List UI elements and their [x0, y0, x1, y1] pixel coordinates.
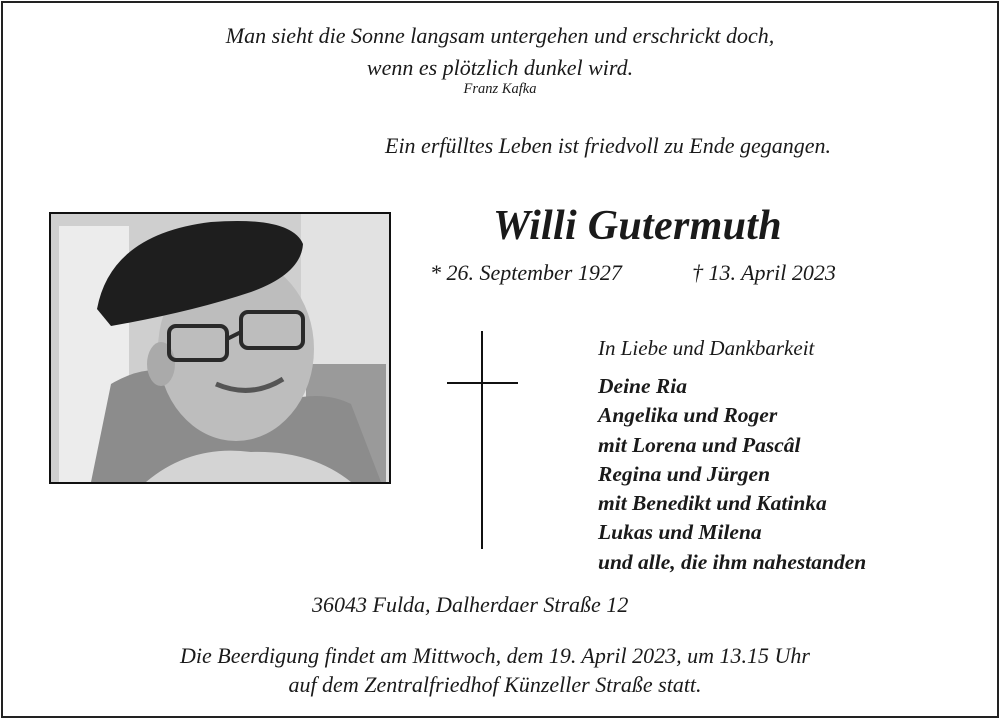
funeral-info — [0, 641, 990, 699]
address: 36043 Fulda, Dalherdaer Straße 12 — [312, 592, 629, 617]
portrait-illustration — [51, 214, 389, 482]
family-member: Deine Ria — [598, 374, 687, 398]
funeral-line-2: auf dem Zentralfriedhof Künzeller Straße statt. — [288, 672, 702, 697]
birth-date: * 26. September 1927 — [430, 260, 622, 285]
family-intro: In Liebe und Dankbarkeit — [598, 336, 815, 360]
family-list — [598, 372, 866, 577]
quote-line-2: wenn es plötzlich dunkel wird. — [366, 55, 634, 80]
cross-icon-vertical — [481, 331, 483, 549]
death-date: † 13. April 2023 — [692, 260, 836, 285]
quote — [0, 20, 1000, 84]
portrait-photo — [49, 212, 391, 484]
family-member: Angelika und Roger — [598, 403, 778, 428]
quote-author: Franz Kafka — [463, 81, 537, 97]
family-member: Regina und Jürgen — [598, 461, 771, 486]
cross-icon-horizontal — [447, 382, 518, 384]
family-member: mit Lorena und Pascâl — [598, 432, 801, 457]
deceased-name: Willi Gutermuth — [493, 203, 782, 249]
funeral-line-1: Die Beerdigung findet am Mittwoch, dem 19. April 2023, um 13.15 Uhr — [180, 643, 810, 668]
subtitle: Ein erfülltes Leben ist friedvoll zu Ende gegangen. — [385, 133, 832, 158]
family-member: und alle, die ihm nahestanden — [598, 549, 867, 574]
family-member: Lukas und Milena — [598, 520, 762, 545]
quote-line-1: Man sieht die Sonne langsam untergehen und erschrickt doch, — [225, 23, 775, 48]
family-member: mit Benedikt und Katinka — [598, 491, 827, 516]
